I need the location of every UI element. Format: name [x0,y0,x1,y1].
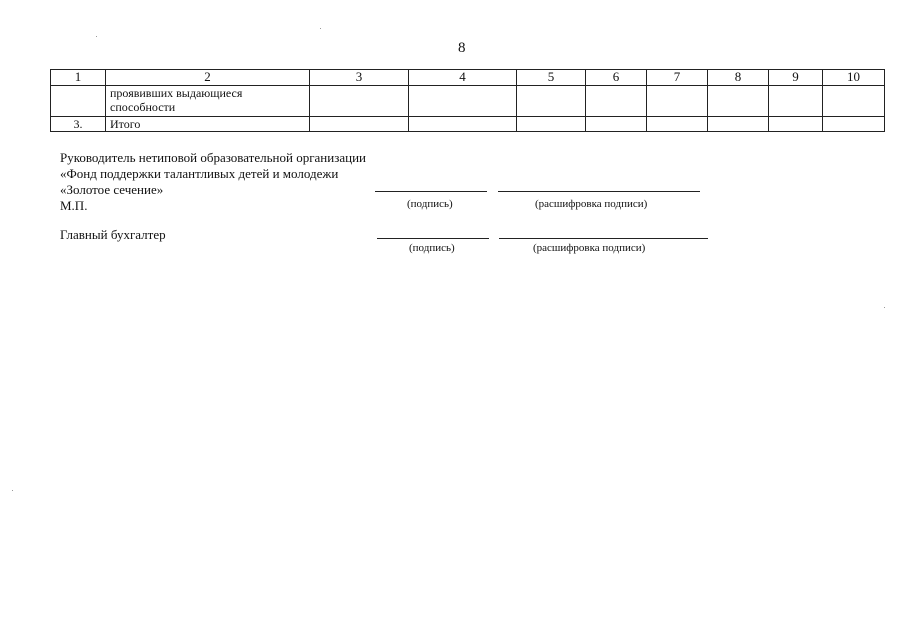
table-cell [647,117,708,132]
row-label [106,86,310,117]
report-table [50,69,885,132]
row-label-line: проявивших выдающиеся [110,86,243,100]
column-header: 9 [769,70,823,86]
director-decode-line [498,191,700,192]
accountant-signature-block [60,227,166,243]
director-title-line: «Золотое сечение» [60,182,164,197]
table-cell [708,117,769,132]
table-cell [310,117,409,132]
page-number: 8 [458,40,466,56]
table-cell [310,86,409,117]
column-header: 3 [310,70,409,86]
column-header: 2 [106,70,310,86]
column-header: 1 [51,70,106,86]
table-cell [586,86,647,117]
row-number: 3. [51,117,106,132]
table-cell [647,86,708,117]
table-cell [517,86,586,117]
table-cell [708,86,769,117]
row-label-line: Итого [110,117,141,131]
scan-speck [320,28,321,29]
table-cell [769,117,823,132]
column-header: 4 [409,70,517,86]
director-title-line: Руководитель нетиповой образовательной организации [60,150,366,165]
table-cell [769,86,823,117]
director-title-line: «Фонд поддержки талантливых детей и молодежи [60,166,339,181]
director-signature-caption: (подпись) [407,198,453,210]
table-cell [586,117,647,132]
accountant-signature-line [377,238,489,239]
table-row-total [51,117,885,132]
accountant-decode-caption: (расшифровка подписи) [533,242,646,254]
column-header: 8 [708,70,769,86]
column-header: 10 [823,70,885,86]
row-label-line: способности [110,100,176,114]
director-signature-line [375,191,487,192]
column-header: 5 [517,70,586,86]
column-header: 7 [647,70,708,86]
column-header: 6 [586,70,647,86]
table-header-row [51,70,885,86]
table-cell [823,86,885,117]
accountant-title: Главный бухгалтер [60,227,166,242]
director-signature-block [60,150,366,214]
row-label [106,117,310,132]
scan-speck [12,490,13,491]
table-cell [517,117,586,132]
director-decode-caption: (расшифровка подписи) [535,198,648,210]
stamp-place-label: М.П. [60,198,88,213]
table-cell [409,86,517,117]
table-cell [823,117,885,132]
scan-speck [884,307,885,308]
row-number [51,86,106,117]
accountant-signature-caption: (подпись) [409,242,455,254]
table-row [51,86,885,117]
accountant-decode-line [499,238,708,239]
scan-speck [96,36,97,37]
table-cell [409,117,517,132]
